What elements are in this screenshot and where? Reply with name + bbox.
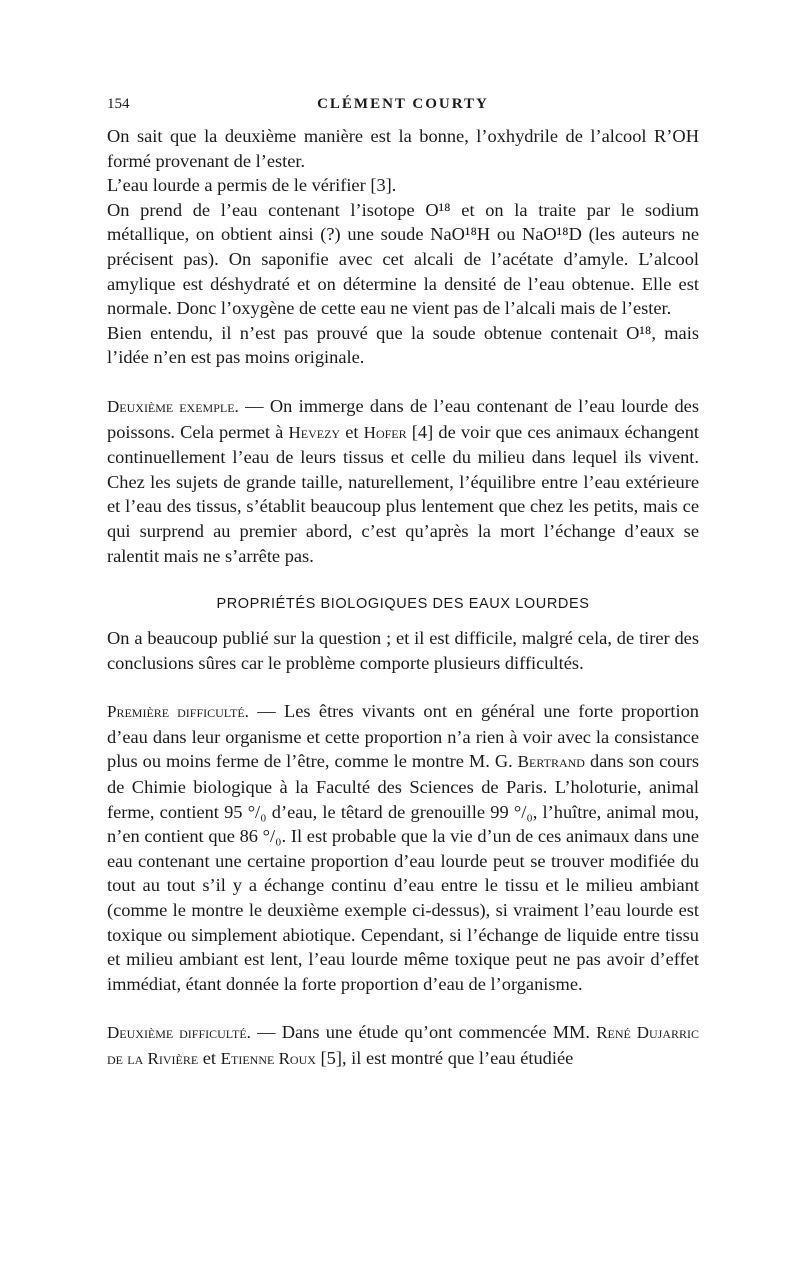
difficulty-1-lead: Première difficulté. (107, 702, 249, 722)
page-number: 154 (107, 96, 130, 112)
author-name: Etienne Roux (220, 1049, 316, 1068)
page (107, 96, 699, 1072)
author-name: Bertrand (517, 752, 585, 772)
difficulty-1-paragraph: Première difficulté. — Les êtres vivants ont en général une forte proportion d’eau dans leur organisme et cette proportion n’a rien à voir avec la consistance plus ou moins ferme de l’être, comme le montre M. G. Bertrand dans son cours de Chimie biologique à la Faculté des Sciences de Paris. L’holoturie, animal ferme, contient 95 °/₀ d’eau, le têtard de grenouille 99 °/₀, l’huître, animal mou, n’en contient que 86 °/₀. Il est probable que la vie d’un de ces animaux dans une eau contenant une certaine proportion d’eau lourde peut se trouver modifiée du tout au tout s’il y a échange continu d’eau entre le tissu et le milieu ambiant (comme le montre le deuxième exemple ci-dessus), si vraiment l’eau lourde est toxique ou simplement abiotique. Cependant, si l’échange de liquide entre tissu et milieu ambiant est lent, l’eau lourde même toxique peut ne pas avoir d’effet immédiat, étant donnée la forte proportion d’eau de l’organisme. (107, 701, 700, 994)
author-name: Hofer (363, 422, 407, 442)
intro-paragraph-3: On prend de l’eau contenant l’isotope O¹⁸ et on la traite par le sodium métallique, on obtient ainsi (?) une soude NaO¹⁸H ou NaO¹⁸D (les auteurs ne précisent pas). On saponifie avec cet alcali de l’acétate d’amyle. L’alcool amylique est déshydraté et on détermine la densité de l’eau obtenue. Elle est normale. Donc l’oxygène de cette eau ne vient pas de l’alcali mais de l’ester. (107, 199, 699, 319)
author-name: Hevezy (288, 422, 341, 442)
spacer (107, 568, 699, 592)
section-intro-paragraph: On a beaucoup publié sur la question ; et il est difficile, malgré cela, de tirer des conclusions sûres car le problème comporte plusieurs difficultés. (107, 628, 699, 673)
example-2-paragraph: Deuxième exemple. — On immerge dans de l’eau contenant de l’eau lourde des poissons. Cela permet à Hevezy et Hofer [4] de voir que ces animaux échangent continuellement l’eau de leurs tissus et celle du milieu dans lequel ils vivent. Chez les sujets de grande taille, naturellement, l’équilibre entre l’eau extérieure et l’eau des tissus, s’établit beaucoup plus lentement que chez les petits, mais ce qui surprend au premier abord, c’est qu’après la mort l’échange d’eaux se ralentit mais ne s’arrête pas. (107, 395, 699, 566)
running-title: CLÉMENT COURTY (317, 96, 489, 112)
spacer (107, 996, 699, 1020)
spacer (107, 616, 699, 626)
spacer (107, 675, 699, 699)
section-title: PROPRIÉTÉS BIOLOGIQUES DES EAUX LOURDES (216, 596, 590, 613)
intro-paragraph-1: On sait que la deuxième manière est la bonne, l’oxhydrile de l’alcool R’OH formé provenant de l’ester. (107, 126, 699, 171)
spacer (107, 370, 699, 394)
author-name: René Dujarric de la Rivière (107, 1023, 700, 1068)
difficulty-2-lead: Deuxième difficulté. (107, 1023, 251, 1043)
example-2-lead: Deuxième exemple. (107, 396, 239, 416)
intro-paragraph-2: L’eau lourde a permis de le vérifier [3]. (107, 175, 397, 196)
difficulty-2-paragraph: Deuxième difficulté. — Dans une étude qu’ont commencée MM. René Dujarric de la Rivière et Etienne Roux [5], il est montré que l’eau étudiée (107, 1022, 700, 1068)
intro-paragraph-4: Bien entendu, il n’est pas prouvé que la soude obtenue contenait O¹⁸, mais l’idée n’en est pas moins originale. (107, 322, 699, 368)
page-header (107, 96, 699, 124)
